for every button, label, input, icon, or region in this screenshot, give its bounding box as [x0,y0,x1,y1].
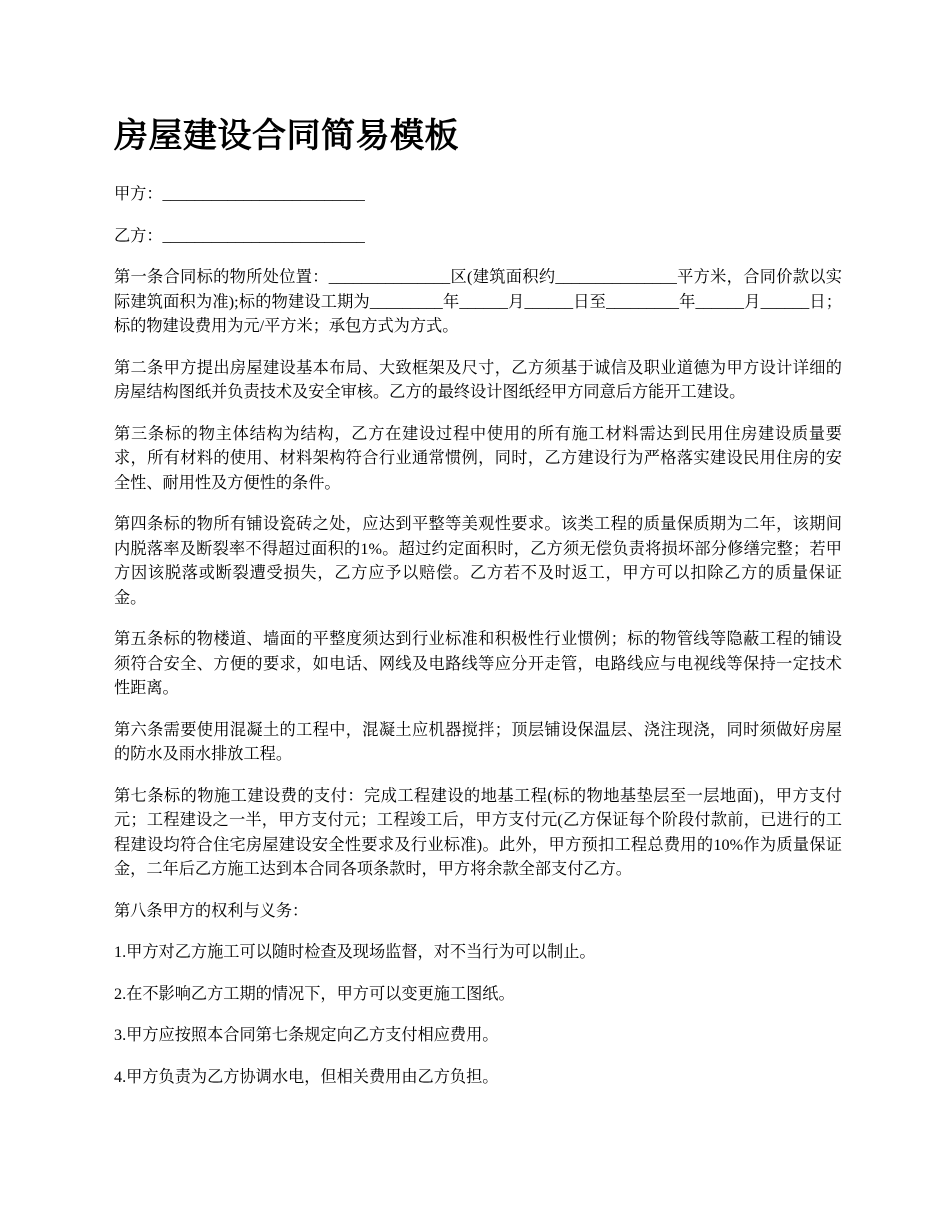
clause-2: 第二条甲方提出房屋建设基本布局、大致框架及尺寸，乙方须基于诚信及职业道德为甲方设计详细的房屋结构图纸并负责技术及安全审核。乙方的最终设计图纸经甲方同意后方能开工建设。 [114,358,842,401]
party-a-line: 甲方：_________________________ [114,185,365,203]
clause-8-heading: 第八条甲方的权利与义务： [114,901,309,920]
clause-5: 第五条标的物楼道、墙面的平整度须达到行业标准和积极性行业惯例；标的物管线等隐蔽工程的铺设须符合安全、方便的要求，如电话、网线及电路线等应分开走管，电路线应与电视线等保持一定技术性距离。 [114,630,842,697]
document-title: 房屋建设合同简易模板 [114,116,459,156]
clause-8-item-2: 2.在不影响乙方工期的情况下，甲方可以变更施工图纸。 [114,984,515,1003]
clause-1: 第一条合同标的物所处位置：_______________区(建筑面积约_______________平方米，合同价款以实际建筑面积为准);标的物建设工期为_________年______月______日至_________年______月______日；标的物建设费用为元/平方米；承包方式为方式。 [114,268,842,335]
clause-4: 第四条标的物所有铺设瓷砖之处，应达到平整等美观性要求。该类工程的质量保质期为二年，该期间内脱落率及断裂率不得超过面积的1%。超过约定面积时，乙方须无偿负责将损坏部分修缮完整；若甲方因该脱落或断裂遭受损失，乙方应予以赔偿。乙方若不及时返工，甲方可以扣除乙方的质量保证金。 [114,515,842,607]
clause-8-item-1: 1.甲方对乙方施工可以随时检查及现场监督，对不当行为可以制止。 [114,943,596,961]
clause-8-item-3: 3.甲方应按照本合同第七条规定向乙方支付相应费用。 [114,1026,499,1044]
party-b-line: 乙方：_________________________ [114,226,365,245]
clause-8-item-4: 4.甲方负责为乙方协调水电，但相关费用由乙方负担。 [114,1067,499,1086]
clause-7: 第七条标的物施工建设费的支付：完成工程建设的地基工程(标的物地基垫层至一层地面)，甲方支付元；工程建设之一半，甲方支付元；工程竣工后，甲方支付元(乙方保证每个阶段付款前，已进行的工程建设均符合住宅房屋建设安全性要求及行业标准)。此外，甲方预扣工程总费用的10%作为质量保证金，二年后乙方施工达到本合同各项条款时，甲方将余款全部支付乙方。 [114,786,842,878]
clause-6: 第六条需要使用混凝土的工程中，混凝土应机器搅拌；顶层铺设保温层、浇注现浇，同时须做好房屋的防水及雨水排放工程。 [114,720,842,763]
clause-3: 第三条标的物主体结构为结构，乙方在建设过程中使用的所有施工材料需达到民用住房建设质量要求，所有材料的使用、材料架构符合行业通常惯例，同时，乙方建设行为严格落实建设民用住房的安全性、耐用性及方便性的条件。 [114,424,842,492]
